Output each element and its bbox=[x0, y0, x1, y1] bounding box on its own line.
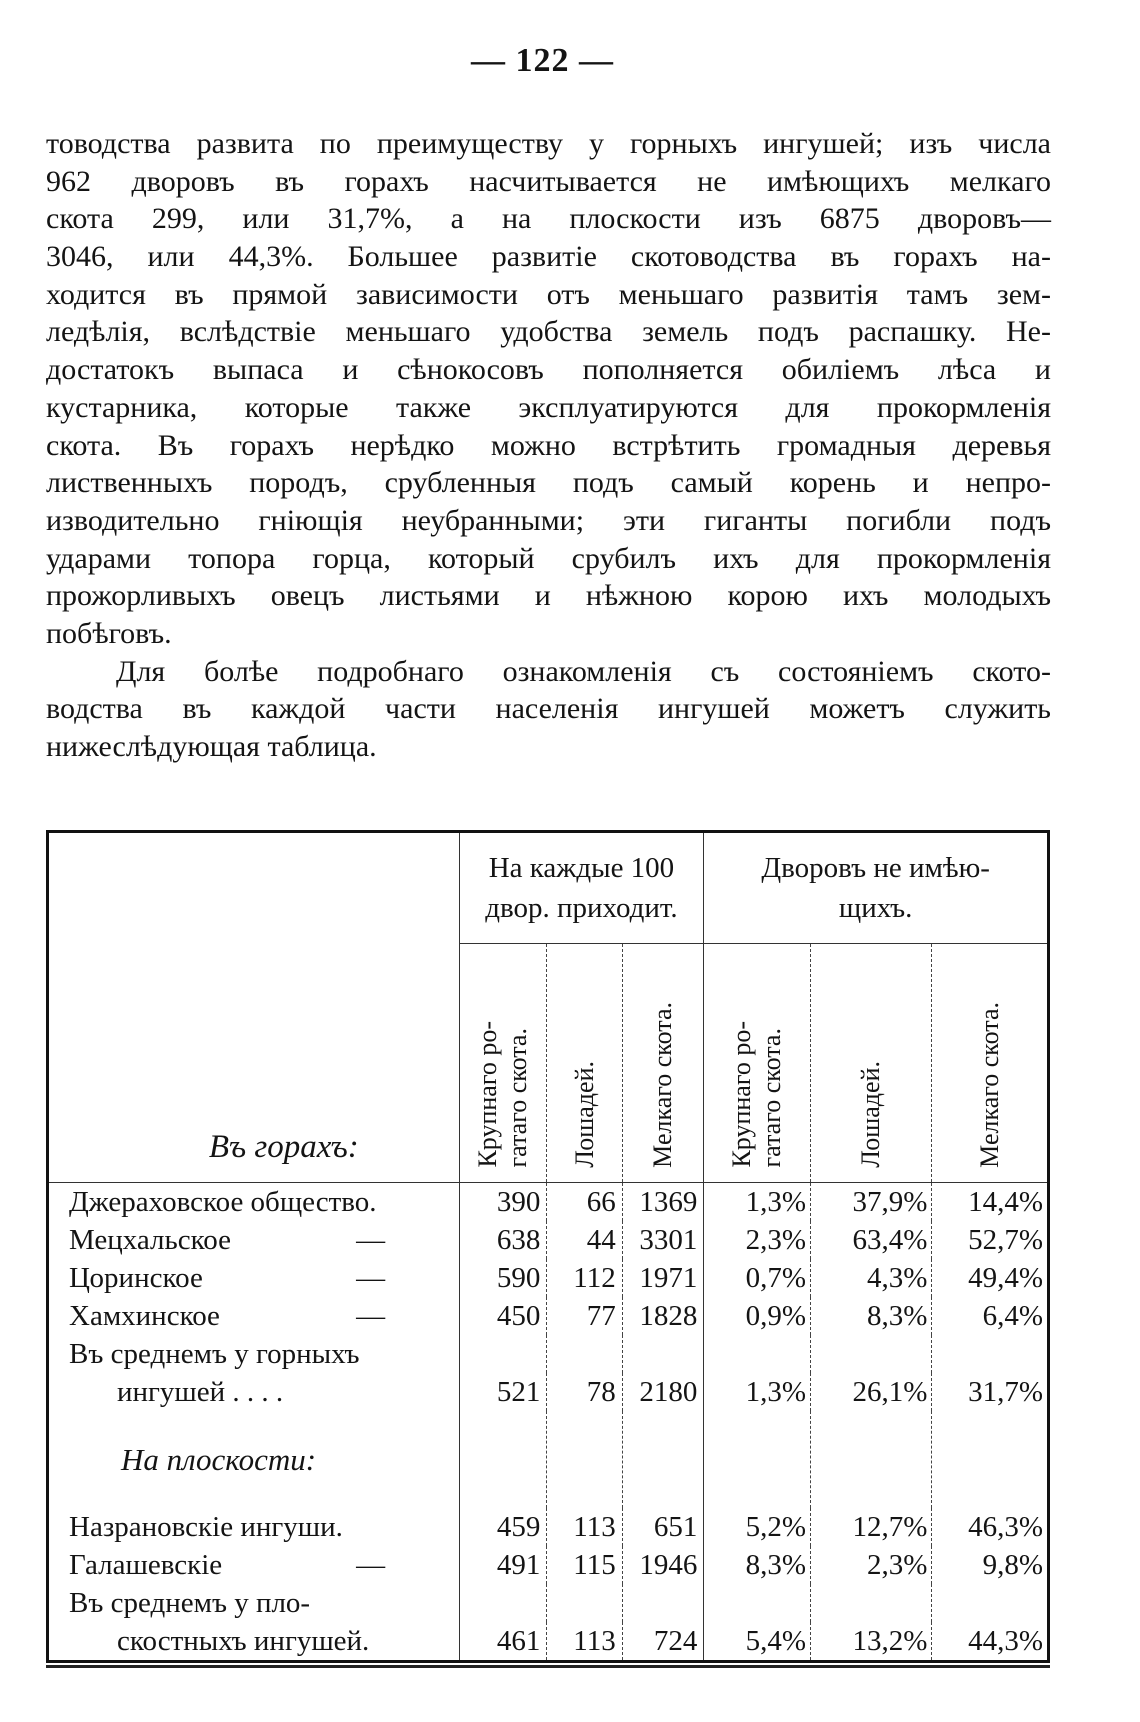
cell-value: 638 bbox=[459, 1221, 547, 1259]
cell-value: 63,4% bbox=[811, 1221, 932, 1259]
text-line: достатокъ выпаса и сѣнокосовъ пополняется обиліемъ лѣса и bbox=[46, 353, 1051, 387]
table-row bbox=[49, 1508, 1047, 1546]
row-label: Хамхинское — bbox=[69, 1300, 386, 1332]
section-row bbox=[49, 1411, 1047, 1508]
text-line: водства въ каждой части населенія ингушей можетъ служить bbox=[46, 692, 1051, 726]
average-value: 2180 bbox=[622, 1373, 704, 1411]
cell-value: 590 bbox=[459, 1259, 547, 1297]
group-header-without: Дворовъ не имѣю- щихъ. bbox=[704, 833, 1047, 944]
table-row bbox=[49, 1183, 1047, 1222]
cell-value: 6,4% bbox=[932, 1297, 1047, 1335]
table-row bbox=[49, 1297, 1047, 1335]
average-value: 44,3% bbox=[932, 1622, 1047, 1660]
column-header bbox=[459, 944, 547, 1183]
column-header bbox=[547, 944, 622, 1183]
text-line: побѣговъ. bbox=[46, 616, 172, 650]
average-value: 113 bbox=[547, 1622, 622, 1660]
cell-value: 49,4% bbox=[932, 1259, 1047, 1297]
cell-value: 1828 bbox=[622, 1297, 704, 1335]
cell-value: 3301 bbox=[622, 1221, 704, 1259]
column-header-text: Крупнаго ро- гатаго скота. bbox=[472, 1021, 532, 1168]
table-row bbox=[49, 1259, 1047, 1297]
cell-value: 0,7% bbox=[704, 1259, 811, 1297]
average-value: 461 bbox=[459, 1622, 547, 1660]
table-row bbox=[49, 1546, 1047, 1584]
cell-value: 0,9% bbox=[704, 1297, 811, 1335]
column-header-text: Мелкаго скота. bbox=[648, 1002, 678, 1168]
text-line: ледѣлія, вслѣдствіе меньшаго удобства земель подъ распашку. Не- bbox=[46, 315, 1051, 349]
cell-value: 112 bbox=[547, 1259, 622, 1297]
column-header bbox=[811, 944, 932, 1183]
body-text bbox=[46, 125, 1051, 766]
text-line: скота. Въ горахъ нерѣдко можно встрѣтить громадныя деревья bbox=[46, 428, 1051, 462]
mountains-heading: Въ горахъ: bbox=[49, 833, 459, 1183]
paragraph-1 bbox=[46, 125, 1051, 653]
text-line: Для болѣе подробнаго ознакомленія съ состояніемъ ското- bbox=[116, 654, 1051, 688]
average-row bbox=[49, 1584, 1047, 1622]
livestock-table-grid bbox=[49, 833, 1047, 1660]
column-header-text: Мелкаго скота. bbox=[974, 1002, 1004, 1168]
average-value: 13,2% bbox=[811, 1622, 932, 1660]
average-value: 1,3% bbox=[704, 1373, 811, 1411]
group-header-per-100: На каждые 100 двор. приходит. bbox=[459, 833, 704, 944]
text-line: 3046, или 44,3%. Большее развитіе скотоводства въ горахъ на- bbox=[46, 240, 1051, 274]
plains-heading: На плоскости: bbox=[121, 1441, 317, 1477]
column-header-text: Лошадей. bbox=[569, 1061, 599, 1168]
cell-value: 5,2% bbox=[704, 1508, 811, 1546]
cell-value: 2,3% bbox=[811, 1546, 932, 1584]
text-line: ходится въ прямой зависимости отъ меньшаго развитія тамъ зем- bbox=[46, 277, 1051, 311]
cell-value: 37,9% bbox=[811, 1183, 932, 1222]
page-number: — 122 — bbox=[471, 42, 614, 79]
cell-value: 450 bbox=[459, 1297, 547, 1335]
column-header bbox=[932, 944, 1047, 1183]
row-label: Цоринское — bbox=[69, 1262, 386, 1294]
average-label: Въ среднемъ у горныхъ bbox=[69, 1338, 360, 1370]
text-line: 962 дворовъ въ горахъ насчитывается не имѣющихъ мелкаго bbox=[46, 164, 1051, 198]
table-row bbox=[49, 1221, 1047, 1259]
cell-value: 2,3% bbox=[704, 1221, 811, 1259]
cell-value: 113 bbox=[547, 1508, 622, 1546]
cell-value: 1946 bbox=[622, 1546, 704, 1584]
cell-value: 4,3% bbox=[811, 1259, 932, 1297]
cell-value: 1369 bbox=[622, 1183, 704, 1222]
text-line: прожорливыхъ овецъ листьями и нѣжною корою ихъ молодыхъ bbox=[46, 579, 1051, 613]
average-row bbox=[49, 1622, 1047, 1660]
average-row bbox=[49, 1335, 1047, 1373]
cell-value: 1,3% bbox=[704, 1183, 811, 1222]
average-label: скостныхъ ингушей. bbox=[117, 1625, 370, 1657]
cell-value: 8,3% bbox=[811, 1297, 932, 1335]
text-line: изводительно гніющія неубранными; эти гиганты погибли подъ bbox=[46, 503, 1051, 537]
row-label: Назрановскіе ингуши. bbox=[69, 1511, 343, 1543]
column-header-text: Крупнаго ро- гатаго скота. bbox=[727, 1021, 787, 1168]
cell-value: 459 bbox=[459, 1508, 547, 1546]
column-header bbox=[622, 944, 704, 1183]
cell-value: 9,8% bbox=[932, 1546, 1047, 1584]
cell-value: 8,3% bbox=[704, 1546, 811, 1584]
text-line: кустарника, которые также эксплуатируются для прокормленія bbox=[46, 390, 1051, 424]
livestock-table bbox=[46, 830, 1050, 1663]
column-header-text: Лошадей. bbox=[856, 1061, 886, 1168]
average-value: 724 bbox=[622, 1622, 704, 1660]
cell-value: 1971 bbox=[622, 1259, 704, 1297]
text-line: скота 299, или 31,7%, а на плоскости изъ 6875 дворовъ— bbox=[46, 202, 1051, 236]
paragraph-2 bbox=[46, 653, 1051, 766]
text-line: товодства развита по преимуществу у горныхъ ингушей; изъ числа bbox=[46, 127, 1051, 160]
average-value: 78 bbox=[547, 1373, 622, 1411]
cell-value: 46,3% bbox=[932, 1508, 1047, 1546]
cell-value: 14,4% bbox=[932, 1183, 1047, 1222]
text-line: лиственныхъ породъ, срубленныя подъ самый корень и непро- bbox=[46, 466, 1051, 500]
text-line: нижеслѣдующая таблица. bbox=[46, 730, 377, 763]
average-value: 5,4% bbox=[704, 1622, 811, 1660]
average-value: 31,7% bbox=[932, 1373, 1047, 1411]
average-value: 26,1% bbox=[811, 1373, 932, 1411]
average-label: ингушей . . . . bbox=[117, 1376, 284, 1408]
cell-value: 12,7% bbox=[811, 1508, 932, 1546]
cell-value: 52,7% bbox=[932, 1221, 1047, 1259]
average-value: 521 bbox=[459, 1373, 547, 1411]
cell-value: 66 bbox=[547, 1183, 622, 1222]
text-line: ударами топора горца, который срубилъ ихъ для прокормленія bbox=[46, 541, 1051, 575]
average-row bbox=[49, 1373, 1047, 1411]
row-label: Джераховское общество. bbox=[69, 1186, 377, 1218]
cell-value: 77 bbox=[547, 1297, 622, 1335]
column-header bbox=[704, 944, 811, 1183]
cell-value: 44 bbox=[547, 1221, 622, 1259]
cell-value: 115 bbox=[547, 1546, 622, 1584]
cell-value: 651 bbox=[622, 1508, 704, 1546]
row-label: Мецхальское — bbox=[69, 1224, 386, 1256]
cell-value: 390 bbox=[459, 1183, 547, 1222]
cell-value: 491 bbox=[459, 1546, 547, 1584]
average-label: Въ среднемъ у пло- bbox=[69, 1587, 311, 1619]
row-label: Галашевскіе — bbox=[69, 1549, 386, 1581]
